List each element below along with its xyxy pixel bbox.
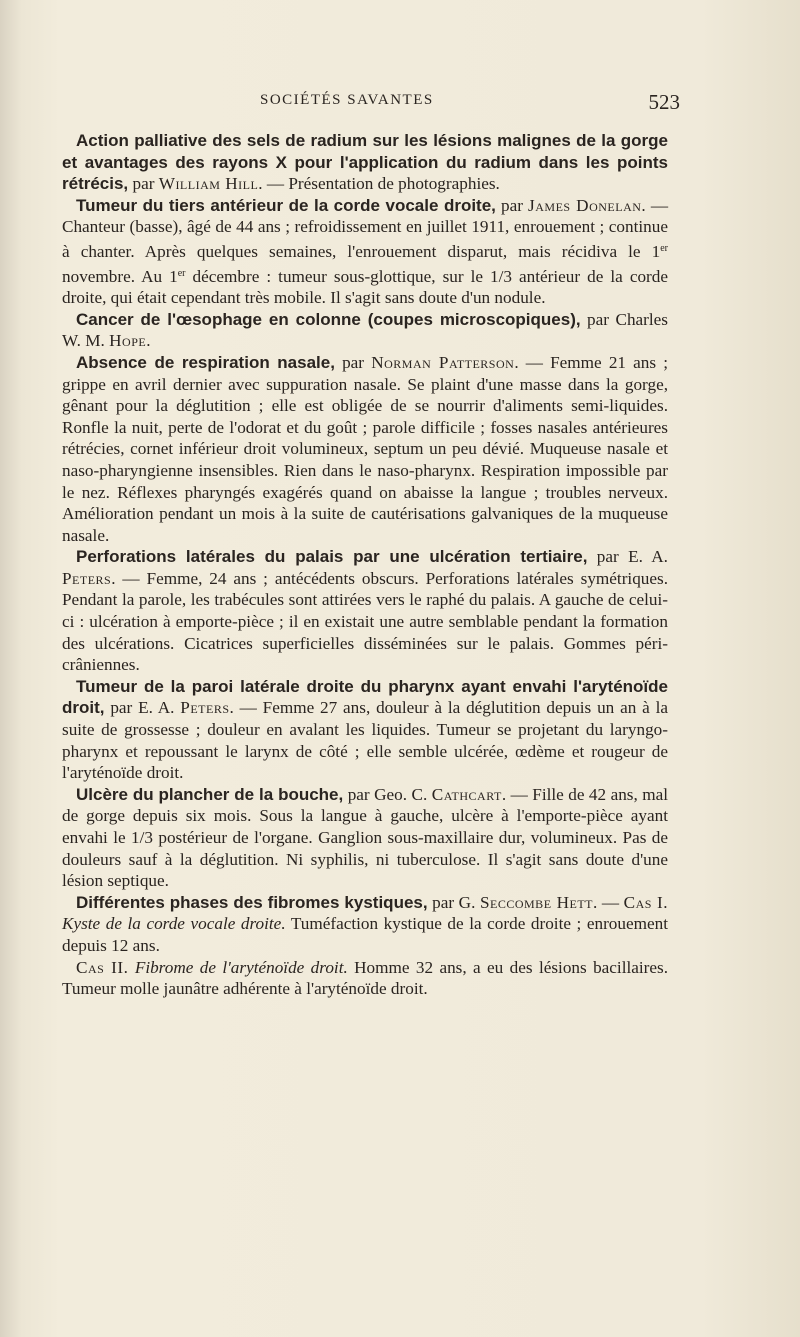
entry-heading: Différentes phases des fibromes kystiques, xyxy=(76,892,428,912)
entry-body: décembre : tumeur sous-glottique, sur le 1/3 antérieur de la corde droite, qui était cependant très mobile. Il s'agit sans doute d'un nodule. xyxy=(62,266,668,308)
page-number: 523 xyxy=(648,90,680,114)
entry-body: . — Présentation de photographies. xyxy=(258,174,500,194)
entry-heading: Absence de respiration nasale, xyxy=(76,352,335,372)
case-body: Homme 32 ans, a eu des lésions bacillaires. Tumeur molle jaunâtre adhérente à l'aryténoïde droit. xyxy=(62,957,668,999)
entry-author: Hope xyxy=(109,331,147,351)
case-label: Cas II. xyxy=(76,957,129,977)
entry-by: par xyxy=(334,352,372,372)
entry-fibromes-kystiques xyxy=(62,892,668,957)
superscript: er xyxy=(660,242,668,254)
superscript: er xyxy=(177,267,186,279)
entry-cas-ii xyxy=(62,957,668,1000)
entry-body: novembre. Au 1 xyxy=(62,266,178,286)
entry-by: par E. A. xyxy=(104,698,181,718)
entry-author: James Donelan xyxy=(528,195,642,215)
entry-heading: Cancer de l'œsophage en colonne (coupes microscopiques), xyxy=(76,309,581,329)
case-title: Fibrome de l'aryténoïde droit. xyxy=(128,957,348,977)
running-head xyxy=(60,90,680,116)
entry-author: Norman Patterson xyxy=(371,352,515,372)
case-title: Kyste de la corde vocale droite. xyxy=(62,914,286,934)
entry-author: Seccombe Hett xyxy=(479,892,593,912)
entry-heading: Tumeur de la paroi latérale droite du pharynx ayant envahi l'aryténoïde droit, xyxy=(62,676,668,718)
entry-author: Peters xyxy=(62,568,112,588)
entry-body: . — Femme 27 ans, douleur à la déglutition depuis un an à la suite de grossesse ; douleur en avalant les liquides. Tumeur se projetant du laryngo-pharynx et repoussant le larynx de côté ; elle semble ulcérée, œdème et rougeur de l'aryténoïde droit. xyxy=(62,698,668,783)
entry-perforations-palais xyxy=(62,546,668,676)
entry-heading: Action palliative des sels de radium sur les lésions malignes de la gorge et avantages des rayons X pour l'application du radium dans les points rétrécis, xyxy=(62,131,668,194)
entry-respiration-nasale xyxy=(62,352,668,546)
entry-body: . — xyxy=(593,892,624,912)
entry-by: par Charles W. M. xyxy=(62,309,668,351)
article-text xyxy=(62,130,668,1000)
entry-radium xyxy=(62,130,668,195)
entry-by: par G. xyxy=(427,892,480,912)
entry-author: William Hill xyxy=(158,174,259,194)
entry-heading: Ulcère du plancher de la bouche, xyxy=(76,784,344,804)
entry-by: par xyxy=(128,174,159,194)
entry-by: par E. A. xyxy=(587,547,668,567)
entry-heading: Perforations latérales du palais par une ulcération tertiaire, xyxy=(76,547,588,567)
entry-body: . — Fille de 42 ans, mal de gorge depuis six mois. Sous la langue à gauche, ulcère à l'emporte-pièce ayant envahi le 1/3 postérieur de l'organe. Ganglion sous-maxillaire dur, volumineux. Pas de douleurs sauf à la déglutition. Ni syphilis, ni tuberculose. Il s'agit sans doute d'une lésion septique. xyxy=(62,784,669,891)
entry-tumeur-corde-vocale xyxy=(62,195,668,309)
entry-ulcere-bouche xyxy=(62,784,668,892)
case-label: Cas I. xyxy=(623,892,669,912)
entry-body: . — Femme 21 ans ; grippe en avril dernier avec suppuration nasale. Se plaint d'une masse dans la gorge, gênant pour la déglutition ; elle est obligée de se nourrir d'aliments semi-liquides. Ronfle la nuit, perte de l'odorat et du goût ; parole difficile ; fosses nasales antérieures rétrécies, cornet inférieur droit volumineux, septum un peu dévié. Muqueuse nasale et naso-pharyngienne insensibles. Rien dans le naso-pharynx. Respiration impossible par le nez. Réflexes pharyngés exagérés quand on abaisse la langue ; troubles nerveux. Amélioration pendant un mois à la suite de cautérisations galvaniques de la muqueuse nasale. xyxy=(62,352,668,545)
entry-heading: Tumeur du tiers antérieur de la corde vocale droite, xyxy=(76,195,496,215)
case-body: Tuméfaction kystique de la corde droite ; enrouement depuis 12 ans. xyxy=(62,914,668,955)
running-head-title: SOCIÉTÉS SAVANTES xyxy=(260,92,434,108)
entry-tumeur-pharynx xyxy=(62,676,668,784)
entry-author: Peters xyxy=(180,698,230,718)
entry-cancer-oesophage xyxy=(62,309,668,352)
entry-author: Cathcart xyxy=(431,784,502,804)
entry-body: . xyxy=(146,331,151,351)
entry-body: . — Femme, 24 ans ; antécédents obscurs. Perforations latérales symétriques. Pendant la parole, les trabécules sont attirées vers le raphé du palais. A gauche de celui-ci : ulcération à emporte-pièce ; il en existait une autre semblable pendant la formation des ulcérations. Cicatrices superficielles disséminées sur le palais. Gommes péri-crâniennes. xyxy=(62,568,668,675)
entry-by: par Geo. C. xyxy=(343,784,432,804)
entry-body: . — Chanteur (basse), âgé de 44 ans ; refroidissement en juillet 1911, enrouement ; continue à chanter. Après quelques semaines, l'enrouement disparut, mais récidiva le 1 xyxy=(62,195,669,261)
entry-by: par xyxy=(495,195,529,215)
